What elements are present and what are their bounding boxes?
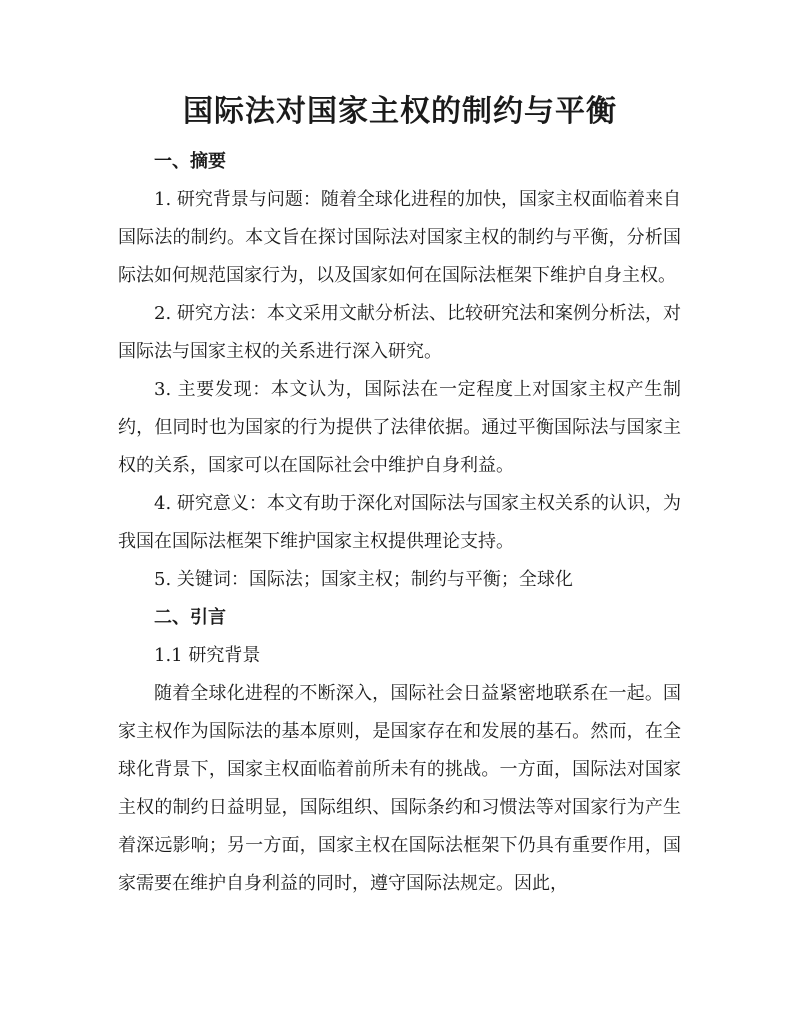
document-body (118, 143, 681, 903)
abstract-item-method: 2. 研究方法：本文采用文献分析法、比较研究法和案例分析法，对国际法与国家主权的关系进行深入研究。 (118, 303, 681, 362)
introduction-paragraph: 随着全球化进程的不断深入，国际社会日益紧密地联系在一起。国家主权作为国际法的基本原则，是国家存在和发展的基石。然而，在全球化背景下，国家主权面临着前所未有的挑战。一方面，国际法对国家主权的制约日益明显，国际组织、国际条约和习惯法等对国家行为产生着深远影响；另一方面，国家主权在国际法框架下仍具有重要作用，国家需要在维护自身利益的同时，遵守国际法规定。因此， (118, 683, 681, 894)
abstract-item-background: 1. 研究背景与问题：随着全球化进程的加快，国家主权面临着来自国际法的制约。本文旨在探讨国际法对国家主权的制约与平衡，分析国际法如何规范国家行为，以及国家如何在国际法框架下维护自身主权。 (118, 189, 681, 286)
abstract-item-significance: 4. 研究意义：本文有助于深化对国际法与国家主权关系的认识，为我国在国际法框架下维护国家主权提供理论支持。 (118, 493, 681, 552)
subsection-heading-background: 1.1 研究背景 (154, 645, 261, 666)
section-heading-introduction: 二、引言 (154, 607, 226, 628)
abstract-item-findings: 3. 主要发现：本文认为，国际法在一定程度上对国家主权产生制约，但同时也为国家的行为提供了法律依据。通过平衡国际法与国家主权的关系，国家可以在国际社会中维护自身利益。 (118, 379, 681, 476)
document-title: 国际法对国家主权的制约与平衡 (183, 94, 617, 129)
section-heading-abstract: 一、摘要 (154, 151, 226, 172)
abstract-item-keywords: 5. 关键词：国际法；国家主权；制约与平衡；全球化 (154, 569, 573, 590)
